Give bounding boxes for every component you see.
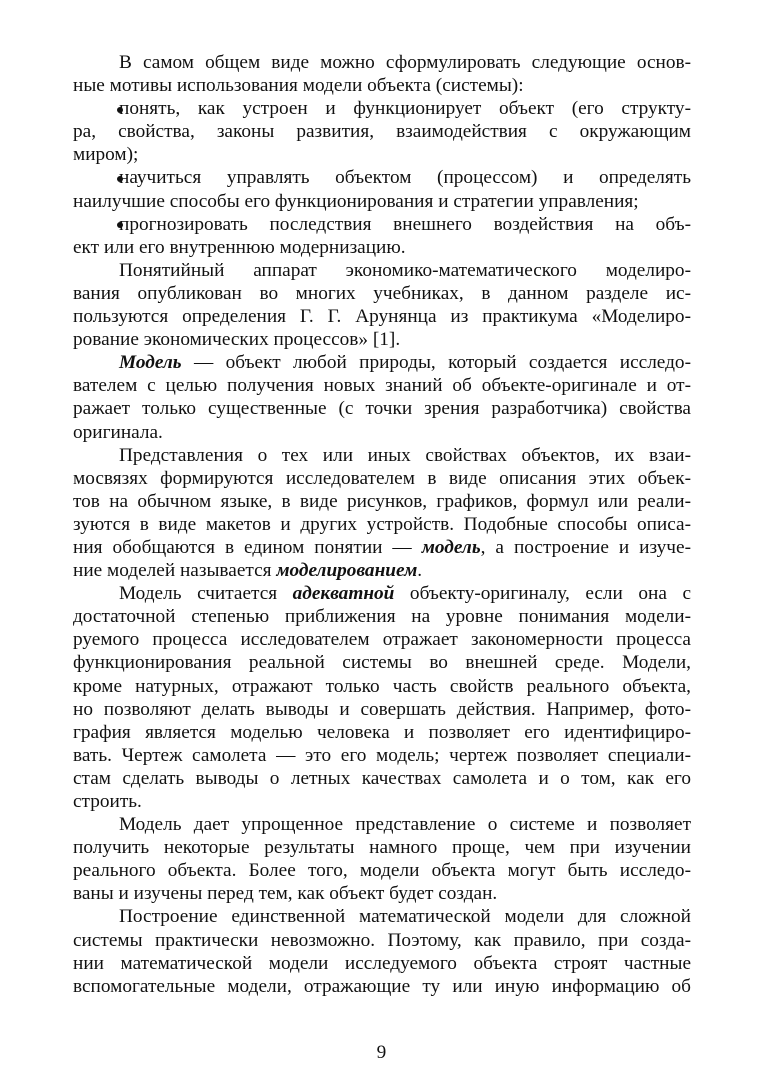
bullet-item xyxy=(73,213,691,259)
text-line xyxy=(73,952,691,975)
text-line-content: рование экономических процессов» [1]. xyxy=(73,329,401,351)
text-line xyxy=(73,767,691,790)
text-line-content: руемого процесса исследователем отражает закономерности процесса xyxy=(73,629,691,651)
text-line-content: вателем с целью получения новых знаний об объекте-оригинале и от- xyxy=(73,375,691,397)
paragraph xyxy=(73,582,691,813)
text-line xyxy=(73,143,691,166)
text-line xyxy=(73,213,691,236)
text-line xyxy=(73,490,691,513)
text-line xyxy=(73,744,691,767)
text-line-content: наилучшие способы его функционирования и стратегии управления; xyxy=(73,190,639,212)
text-line xyxy=(73,536,691,559)
text-line xyxy=(73,651,691,674)
text-line xyxy=(73,605,691,628)
text-line xyxy=(73,929,691,952)
text-line-content: вспомогательные модели, отражающие ту или иную информацию об xyxy=(73,975,691,997)
text-line-content: строить. xyxy=(73,791,142,812)
text-line-content: оригинала. xyxy=(73,421,163,443)
text-line-content: вать. Чертеж самолета — это его модель; чертеж позволяет специали- xyxy=(73,744,691,766)
text-line-content: научиться управлять объектом (процессом) и определять xyxy=(119,167,691,189)
text-line-content: пользуются определения Г. Г. Арунянца из практикума «Моделиро- xyxy=(73,306,691,328)
bullet-icon xyxy=(73,213,119,236)
text-line xyxy=(73,97,691,120)
text-line xyxy=(73,467,691,490)
text-line xyxy=(73,120,691,143)
text-line-content: миром); xyxy=(73,144,139,166)
bullet-item xyxy=(73,166,691,212)
text-line-content: Модель дает упрощенное представление о системе и позволяет xyxy=(119,814,691,836)
text-line xyxy=(73,51,691,74)
paragraph xyxy=(73,51,691,97)
text-line-content: ваны и изучены перед тем, как объект будет создан. xyxy=(73,883,498,905)
text-line xyxy=(73,421,691,444)
text-line xyxy=(73,559,691,582)
text-line xyxy=(73,74,691,97)
text-line-content: графия является моделью человека и позволяет его идентифициро- xyxy=(73,721,691,743)
text-line xyxy=(73,698,691,721)
paragraph xyxy=(73,444,691,583)
text-line xyxy=(73,882,691,905)
bullet-icon xyxy=(73,166,119,189)
text-line-content: стам сделать выводы о летных качествах самолета и о том, как его xyxy=(73,767,691,789)
text-line-content: кроме натурных, отражают только часть свойств реального объекта, xyxy=(73,675,691,697)
page-number: 9 xyxy=(376,1042,387,1063)
text-line-content: ра, свойства, законы развития, взаимодействия с окружающим xyxy=(73,121,691,143)
text-line xyxy=(73,836,691,859)
text-line xyxy=(73,675,691,698)
text-line-content: получить некоторые результаты намного проще, чем при изучении xyxy=(73,837,691,859)
text-line xyxy=(73,859,691,882)
text-line-content: Модель считается адекватной объекту-оригиналу, если она с xyxy=(119,583,691,605)
text-line xyxy=(73,328,691,351)
text-line-content: тов на обычном языке, в виде рисунков, графиков, формул или реали- xyxy=(73,490,691,512)
text-line xyxy=(73,259,691,282)
text-line xyxy=(73,166,691,189)
bullet-item xyxy=(73,97,691,166)
paragraph xyxy=(73,813,691,905)
text-line xyxy=(73,813,691,836)
text-line-content: Модель — объект любой природы, который создается исследо- xyxy=(119,352,691,374)
text-line xyxy=(73,282,691,305)
text-line-content: но позволяют делать выводы и совершать действия. Например, фото- xyxy=(73,698,691,720)
text-line xyxy=(73,513,691,536)
text-line xyxy=(73,305,691,328)
text-line xyxy=(73,374,691,397)
text-line-content: функционирования реальной системы во внешней среде. Модели, xyxy=(73,652,691,674)
text-line xyxy=(73,582,691,605)
paragraph xyxy=(73,905,691,997)
text-line-content: Представления о тех или иных свойствах объектов, их взаи- xyxy=(119,444,691,466)
text-line-content: мосвязях формируются исследователем в виде описания этих объек- xyxy=(73,467,691,489)
text-line xyxy=(73,790,691,813)
paragraph xyxy=(73,259,691,351)
bullet-icon xyxy=(73,97,119,120)
text-line-content: понять, как устроен и функционирует объект (его структу- xyxy=(119,98,691,120)
text-line-content: ные мотивы использования модели объекта (системы): xyxy=(73,75,524,97)
text-line xyxy=(73,975,691,998)
text-line xyxy=(73,190,691,213)
text-line xyxy=(73,628,691,651)
text-line xyxy=(73,236,691,259)
text-line-content: реального объекта. Более того, модели объекта могут быть исследо- xyxy=(73,860,691,882)
text-line-content: ражает только существенные (с точки зрения разработчика) свойства xyxy=(73,398,691,420)
text-line-content: ект или его внутреннюю модернизацию. xyxy=(73,236,406,258)
text-line-content: В самом общем виде можно сформулировать следующие основ- xyxy=(119,52,691,73)
text-line-content: прогнозировать последствия внешнего воздействия на объ- xyxy=(119,213,691,235)
text-line xyxy=(73,721,691,744)
text-line xyxy=(73,444,691,467)
text-line xyxy=(73,397,691,420)
text-line-content: достаточной степенью приближения на уровне понимания модели- xyxy=(73,606,691,628)
text-line xyxy=(73,351,691,374)
text-line xyxy=(73,905,691,928)
paragraph xyxy=(73,351,691,443)
text-line-content: зуются в виде макетов и других устройств. Подобные способы описа- xyxy=(73,513,691,535)
page-body xyxy=(73,51,691,998)
text-line-content: нии математической модели исследуемого объекта строят частные xyxy=(73,952,691,974)
text-line-content: ние моделей называется моделированием. xyxy=(73,560,423,582)
text-line-content: ния обобщаются в едином понятии — модель, а построение и изуче- xyxy=(73,536,691,558)
text-line-content: системы практически невозможно. Поэтому, как правило, при созда- xyxy=(73,929,691,951)
text-line-content: вания опубликован во многих учебниках, в данном разделе ис- xyxy=(73,282,691,304)
text-line-content: Понятийный аппарат экономико-математического моделиро- xyxy=(119,259,691,281)
text-line-content: Построение единственной математической модели для сложной xyxy=(119,906,691,928)
